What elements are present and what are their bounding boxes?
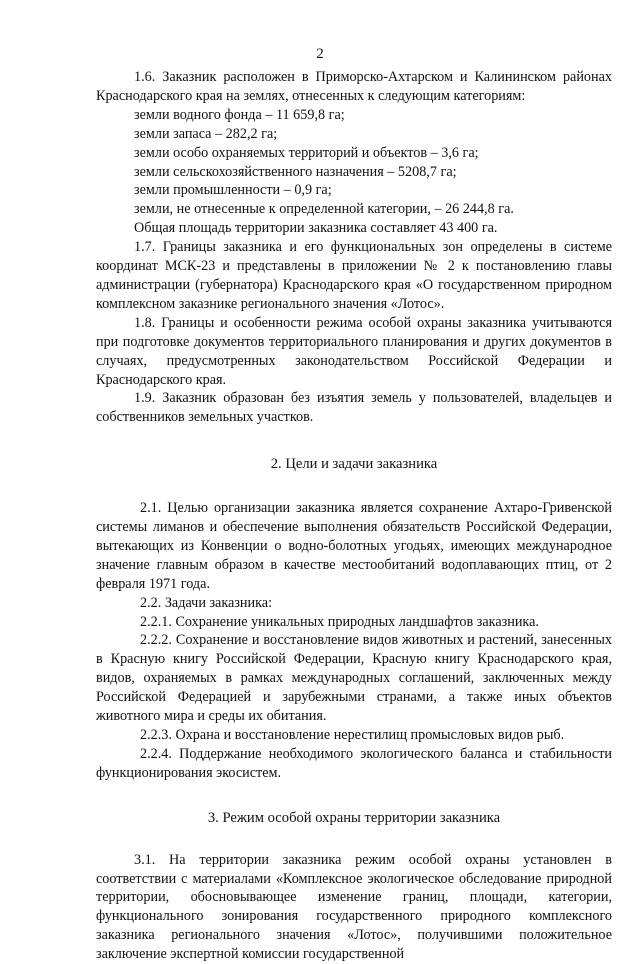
paragraph-1-8: 1.8. Границы и особенности режима особой охраны заказника учитываются при подготовке документов территориального планирования и других документов в случаях, предусмотренных законодательством Российской Федерации и Краснодарского края. bbox=[96, 314, 612, 388]
section-heading-2: 2. Цели и задачи заказника bbox=[270, 456, 438, 473]
paragraph-3-1: 3.1. На территории заказника режим особой охраны установлен в соответствии с материалами «Комплексное экологическое обследование природной территории, обосновывающее изменение границ, площади, категории, функционального зонирования государственного природного комплексного заказника регионального значения «Лотос», получившими положительное заключение экспертной комиссии государственной bbox=[96, 851, 612, 963]
page-number: 2 bbox=[316, 46, 324, 62]
paragraph-1-7: 1.7. Границы заказника и его функциональных зон определены в системе координат МСК-23 и представлены в приложении № 2 к постановлению главы администрации (губернатора) Краснодарского края «О государственном природном комплексном заказнике регионального значения «Лотос». bbox=[96, 239, 612, 312]
land-category-item: земли особо охраняемых территорий и объектов – 3,6 га; bbox=[134, 144, 479, 161]
document-body bbox=[96, 68, 612, 964]
paragraph-2-2: 2.2. Задачи заказника: bbox=[140, 594, 273, 611]
paragraph-2-2-1: 2.2.1. Сохранение уникальных природных ландшафтов заказника. bbox=[140, 613, 539, 630]
land-category-item: земли водного фонда – 11 659,8 га; bbox=[134, 106, 345, 123]
total-area: Общая площадь территории заказника составляет 43 400 га. bbox=[134, 220, 498, 237]
land-category-item: земли промышленности – 0,9 га; bbox=[134, 182, 332, 199]
land-category-item: земли запаса – 282,2 га; bbox=[134, 125, 278, 142]
paragraph-1-9: 1.9. Заказник образован без изъятия земель у пользователей, владельцев и собственников земельных участков. bbox=[96, 390, 612, 426]
paragraph-2-2-4: 2.2.4. Поддержание необходимого экологического баланса и стабильности функционирования экосистем. bbox=[96, 745, 612, 781]
paragraph-2-2-3: 2.2.3. Охрана и восстановление нерестилищ промысловых видов рыб. bbox=[140, 727, 565, 743]
land-category-item: земли сельскохозяйственного назначения – 5208,7 га; bbox=[134, 163, 457, 180]
land-category-item: земли, не отнесенные к определенной категории, – 26 244,8 га. bbox=[134, 201, 514, 218]
paragraph-1-6: 1.6. Заказник расположен в Приморско-Ахтарском и Калининском районах Краснодарского края на землях, отнесенных к следующим категориям: bbox=[96, 69, 612, 104]
paragraph-2-2-2: 2.2.2. Сохранение и восстановление видов животных и растений, занесенных в Красную книгу Российской Федерации, Красную книгу Краснодарского края, видов, охраняемых в рамках международных соглашений, заключенных между Российской Федерацией и зарубежными странами, а также иных объектов животного мира и среды их обитания. bbox=[96, 632, 612, 725]
paragraph-2-1: 2.1. Целью организации заказника является сохранение Ахтаро-Гривенской системы лиманов и обеспечение выполнения обязательств Российской Федерации, вытекающих из Конвенции о водно-болотных угодьях, имеющих международное значение главным образом в качестве местообитаний водоплавающих птиц, от 2 февраля 1971 года. bbox=[96, 500, 612, 592]
section-heading-3: 3. Режим особой охраны территории заказника bbox=[207, 809, 501, 826]
